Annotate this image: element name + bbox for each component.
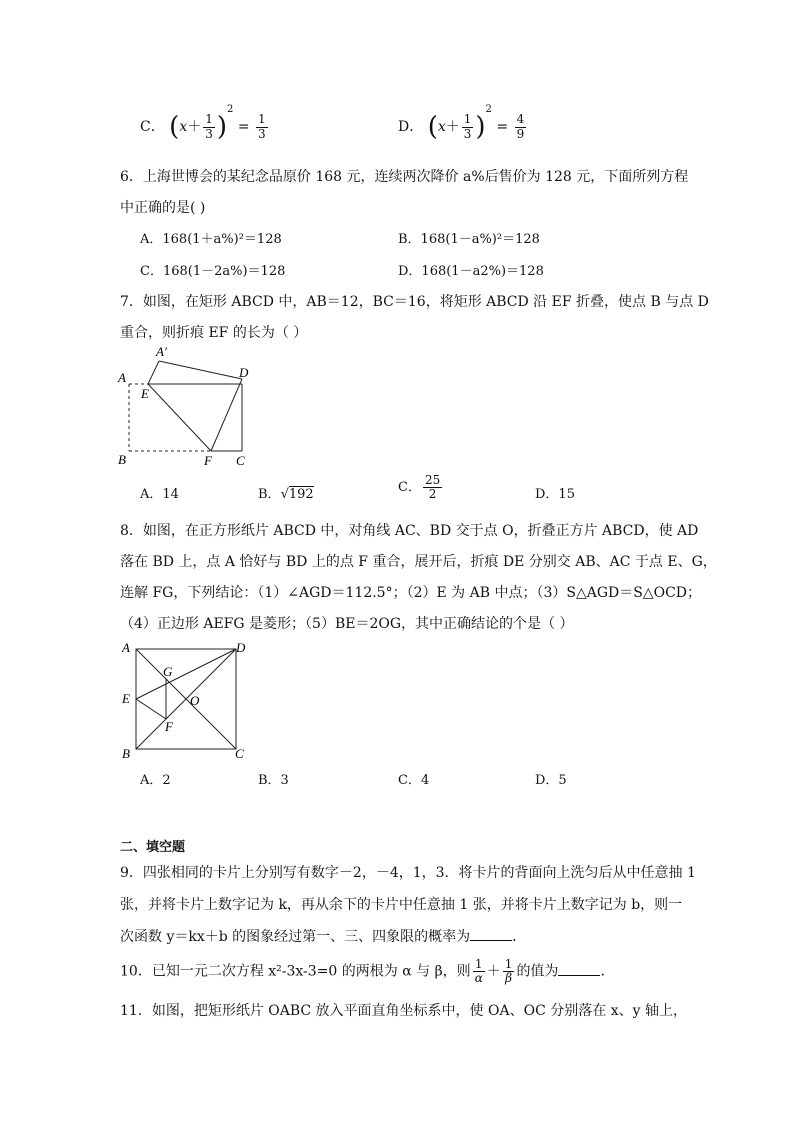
option-label: C． [140, 119, 165, 135]
q8-line3: 连解 FG，下列结论：（1）∠AGD＝112.5°；（2）E 为 AB 中点；（3）S△AGD＝S△OCD； [120, 585, 702, 601]
label-f: F [165, 719, 173, 734]
section-title: 二、填空题 [120, 840, 186, 855]
q6-option-a: A．168(1＋a%)²＝128 [140, 232, 282, 247]
q8-option-a: A．2 [140, 773, 171, 788]
frac-num: 25 [424, 473, 441, 487]
sqrt-symbol: √ [280, 487, 289, 502]
segment-ef [136, 699, 166, 719]
q9-line2: 张，并将卡片上数字记为 k，再从余下的卡片中任意抽 1 张，并将卡片上数字记为 b，则一 [120, 897, 683, 913]
q6-option-d: D．168(1－a2%)＝128 [398, 264, 544, 279]
q6-option-c: C．168(1－2a%)＝128 [140, 264, 286, 279]
q8-line2: 落在 BD 上，点 A 恰好与 BD 上的点 F 重合，展开后，折痕 DE 分别交 AB、AC 于点 E、G， [120, 554, 717, 570]
label-c: C [235, 746, 244, 761]
label-a: A [118, 370, 126, 385]
q9-line1: 9．四张相同的卡片上分别写有数字－2，－4，1，3．将卡片的背面向上洗匀后从中任意抽 1 [120, 865, 696, 881]
q8-figure [118, 638, 258, 762]
q8-option-b: B．3 [258, 773, 289, 788]
label-o: O [190, 693, 200, 708]
q7-option-d: D．15 [535, 487, 575, 502]
label-e: E [122, 691, 130, 706]
option-label: C． [398, 480, 421, 496]
q7-figure [112, 344, 262, 472]
answer-blank [558, 963, 600, 976]
q6-option-b: B．168(1－a%)²＝128 [398, 232, 540, 247]
label-g: G [163, 664, 173, 679]
q7-line2: 重合，则折痕 EF 的长为（ ） [120, 325, 308, 341]
label-e: E [141, 386, 149, 401]
q9-line3-text: 次函数 y＝kx＋b 的图象经过第一、三、四象限的概率为 [120, 929, 471, 945]
label-a: A [122, 640, 130, 655]
label-f: F [204, 453, 212, 468]
frac-den: 2 [428, 487, 437, 502]
q8-option-d: D．5 [535, 773, 567, 788]
q10-text: 10．已知一元二次方程 x²-3x-3=0 的两根为 α 与 β，则 [120, 963, 471, 980]
fold-de [136, 649, 236, 699]
q10-text-end: ． [600, 963, 615, 980]
q7-option-a: A．14 [140, 487, 179, 502]
label-b: B [122, 746, 130, 761]
q5-option-c: C． (x＋ $\frac{1}{3}$ )$^2$ = $\frac{1}{3}$ [140, 104, 266, 142]
label-b: B [118, 452, 126, 467]
q8-option-c: C．4 [398, 773, 430, 788]
option-label: D． [398, 119, 424, 135]
edge-fd [211, 379, 242, 451]
q9-line3 [120, 926, 526, 946]
q8-line1: 8．如图，在正方形纸片 ABCD 中，对角线 AC、BD 交于点 O，折叠正方片 ABCD，使 AD [120, 523, 699, 539]
fold-ef [148, 384, 211, 451]
sqrt-value: 192 [288, 487, 314, 502]
edge-a-prime-d [159, 361, 242, 379]
label-d: D [239, 365, 249, 380]
q10-line: 10．已知一元二次方程 x²-3x-3=0 的两根为 α 与 β，则 $\frac{1}{\alpha}$ ＋ $\frac{1}{\beta}$ 的值为 ． [120, 957, 615, 986]
q6-line2: 中正确的是( ) [120, 200, 206, 216]
label-d: D [236, 640, 246, 655]
q7-option-b [258, 483, 314, 502]
label-a-prime: A′ [156, 344, 167, 359]
answer-blank [470, 928, 512, 941]
q5-option-d: D． (x＋ $\frac{1}{3}$ )$^2$ = $\frac{4}{9}$ [398, 104, 525, 142]
q8-line4: （4）正边形 AEFG 是菱形；（5）BE＝2OG，其中正确结论的个是（ ） [120, 616, 574, 632]
q11-line1: 11．如图，把矩形纸片 OABC 放入平面直角坐标系中，使 OA、OC 分别落在 x、y 轴上， [120, 1003, 687, 1019]
label-c: C [236, 453, 245, 468]
q7-line1: 7．如图，在矩形 ABCD 中，AB＝12，BC＝16，将矩形 ABCD 沿 EF 折叠，使点 B 与点 D [120, 294, 709, 310]
edge-ea-prime [148, 361, 159, 384]
option-label: B． [258, 487, 281, 502]
q9-line3-end: ． [512, 929, 527, 945]
q10-text-mid: 的值为 [516, 963, 559, 980]
q7-option-c [398, 474, 444, 501]
q6-line1: 6．上海世博会的某纪念品原价 168 元，连续两次降价 a%后售价为 128 元，下面所列方程 [120, 169, 689, 185]
